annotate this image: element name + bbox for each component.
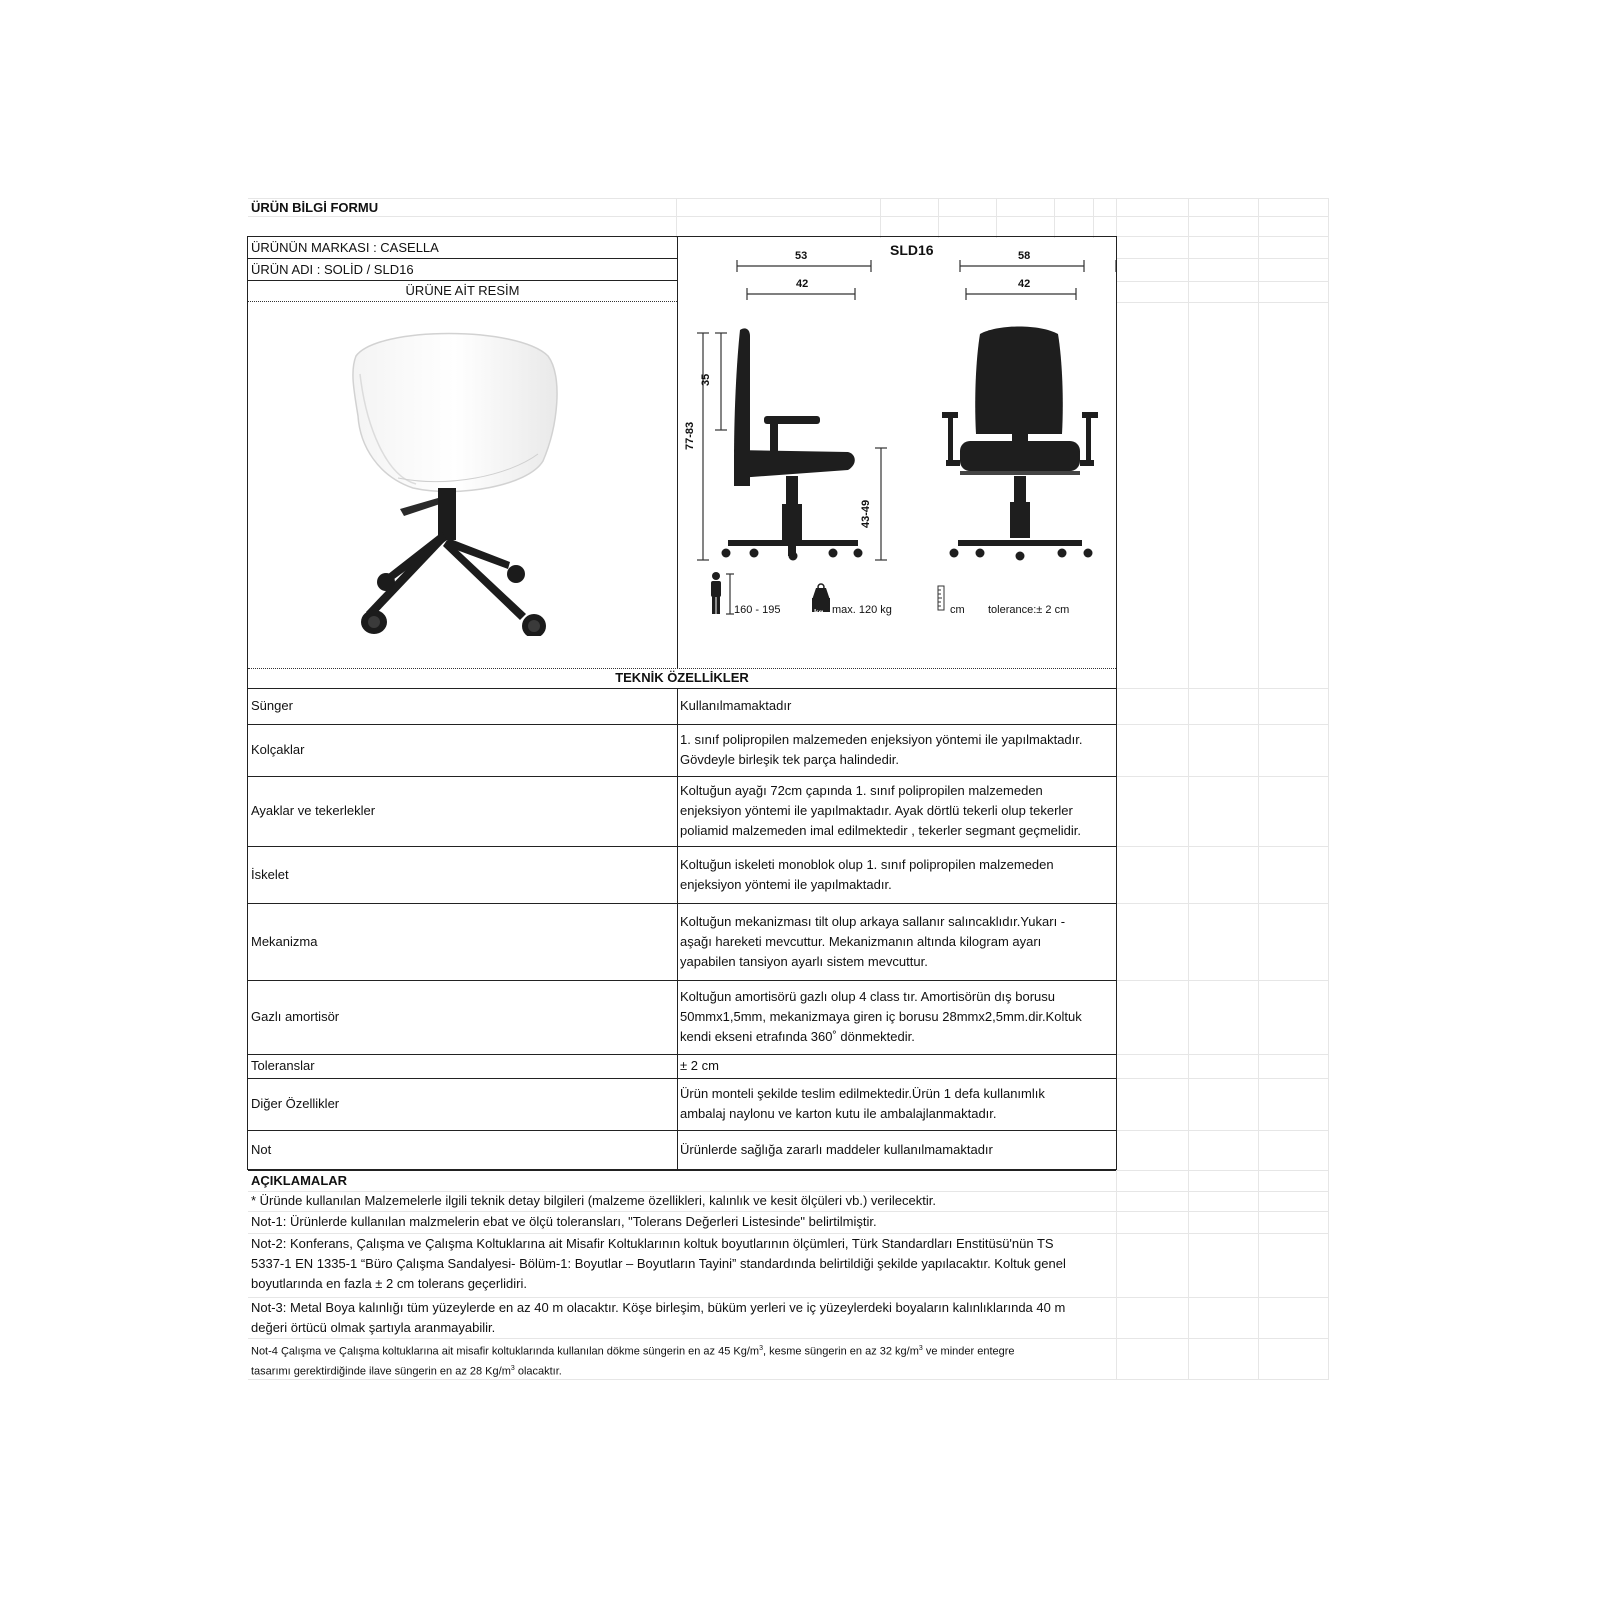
spec-value: Koltuğun ayağı 72cm çapında 1. sınıf polipropilen malzemeden enjeksiyon yöntemi ile yapılmaktadır. Ayak dörtlü tekerli olup tekerler poliamid malzemeden imal edilmektedir , tekerler segmant geçmelidir.: [680, 783, 1082, 838]
dim-front-top: 58: [1018, 250, 1031, 262]
max-weight: max. 120 kg: [832, 604, 892, 616]
note-star: * Üründe kullanılan Malzemelerle ilgili teknik detay bilgileri (malzeme özellikleri, kalınlık ve kesit ölçüleri vb.) verilecektir.: [251, 1193, 936, 1208]
note-4-line-1: Not-4 Çalışma ve Çalışma koltuklarına ait misafir koltuklarında kullanılan dökme süngerin en az 45 $Kg/m^3$, kesme süngerin en az 32 $kg/m^3$ ve minder entegre: [251, 1345, 1015, 1358]
product-name-line: ÜRÜN ADI : SOLİD / SLD16: [251, 262, 414, 277]
brand-line: ÜRÜNÜN MARKASI : CASELLA: [251, 240, 439, 255]
product-info-sheet: [248, 198, 1358, 1404]
tolerance-label: tolerance:± 2 cm: [988, 604, 1070, 616]
dim-back-height: 35: [700, 373, 712, 386]
spec-label: Not: [251, 1142, 272, 1157]
spec-label: Kolçaklar: [251, 742, 305, 757]
spec-value: Koltuğun iskeleti monoblok olup 1. sınıf polipropilen malzemeden enjeksiyon yöntemi ile yapılmaktadır.: [680, 856, 1054, 892]
chair-photo: [338, 326, 578, 636]
spec-value: Ürün monteli şekilde teslim edilmektedir.Ürün 1 defa kullanımlık ambalaj naylonu ve karton kutu ile ambalajlanmaktadır.: [680, 1086, 1045, 1121]
note-1: Not-1: Ürünlerde kullanılan malzmelerin ebat ve ölçü toleransları, "Tolerans Değerleri Listesinde" belirtilmiştir.: [251, 1214, 877, 1229]
dim-side-top: 53: [795, 250, 808, 262]
spec-value: ± 2 cm: [680, 1058, 719, 1073]
spec-label: Mekanizma: [251, 933, 318, 949]
spec-value: Koltuğun amortisörü gazlı olup 4 class tır. Amortisörün dış borusu 50mmx1,5mm, mekanizmaya giren iç borusu 28mmx2,5mm.dir.Koltuk kendi ekseni etrafında 360˚ dönmektedir.: [680, 989, 1082, 1044]
spec-label: Toleranslar: [251, 1058, 315, 1073]
notes-heading: AÇIKLAMALAR: [251, 1173, 348, 1188]
note-3-line-2: değeri örtücü olmak şartıyla aranmayabilir.: [251, 1320, 496, 1335]
specs-heading: TEKNİK ÖZELLİKLER: [615, 670, 749, 685]
dim-seat-height: 43-49: [860, 499, 872, 528]
dim-front-seat: 42: [1018, 278, 1031, 290]
note-2-line-3: boyutlarında en fazla ± 2 cm tolerans geçerlidiri.: [251, 1276, 527, 1291]
spec-label: Diğer Özellikler: [251, 1096, 340, 1111]
spec-label: İskelet: [251, 866, 289, 882]
form-title: ÜRÜN BİLGİ FORMU: [251, 200, 379, 215]
spec-value: Koltuğun mekanizması tilt olup arkaya sallanır salıncaklıdır.Yukarı - aşağı hareketi mevcuttur. Mekanizmanın altında kilogram ayarı yapabilen tansiyon ayarlı sistem mevcuttur.: [680, 913, 1066, 969]
note-2-line-1: Not-2: Konferans, Çalışma ve Çalışma Koltuklarına ait Misafir Koltuklarının koltuk boyutlarının ölçümleri, Türk Standardları Enstitüsü'nün TS: [251, 1236, 1054, 1251]
unit-label: cm: [950, 604, 965, 616]
kg-icon: kg: [814, 608, 824, 617]
spec-value: Kullanılmamaktadır: [680, 698, 792, 713]
spec-label: Gazlı amortisör: [251, 1009, 340, 1024]
note-2-line-2: 5337-1 EN 1335-1 “Büro Çalışma Sandalyesi- Bölüm-1: Boyutlar – Boyutların Tayini” standardında belirtildiği şekilde yapılacaktır. Koltuk genel: [251, 1256, 1066, 1271]
spec-label: Sünger: [251, 698, 293, 713]
user-height-range: 160 - 195: [734, 604, 781, 616]
model-code: SLD16: [890, 242, 934, 258]
dim-total-height: 77-83: [684, 421, 696, 450]
note-3-line-1: Not-3: Metal Boya kalınlığı tüm yüzeylerde en az 40 m olacaktır. Köşe birleşim, büküm yerleri ve iç yüzeylerdeki boyaların kalınlıklarında 40 m: [251, 1300, 1066, 1315]
image-caption: ÜRÜNE AİT RESİM: [405, 283, 520, 298]
spec-value: Ürünlerde sağlığa zararlı maddeler kullanılmamaktadır: [680, 1142, 993, 1157]
dim-side-seat: 42: [796, 278, 809, 290]
spec-label: Ayaklar ve tekerlekler: [251, 803, 376, 818]
spec-value: 1. sınıf polipropilen malzemeden enjeksiyon yöntemi ile yapılmaktadır. Gövdeyle birleşik tek parça halindedir.: [680, 732, 1083, 767]
note-4-line-2: tasarımı gerektirdiğinde ilave süngerin en az 28 $Kg/m^3$ olacaktır.: [251, 1365, 562, 1378]
